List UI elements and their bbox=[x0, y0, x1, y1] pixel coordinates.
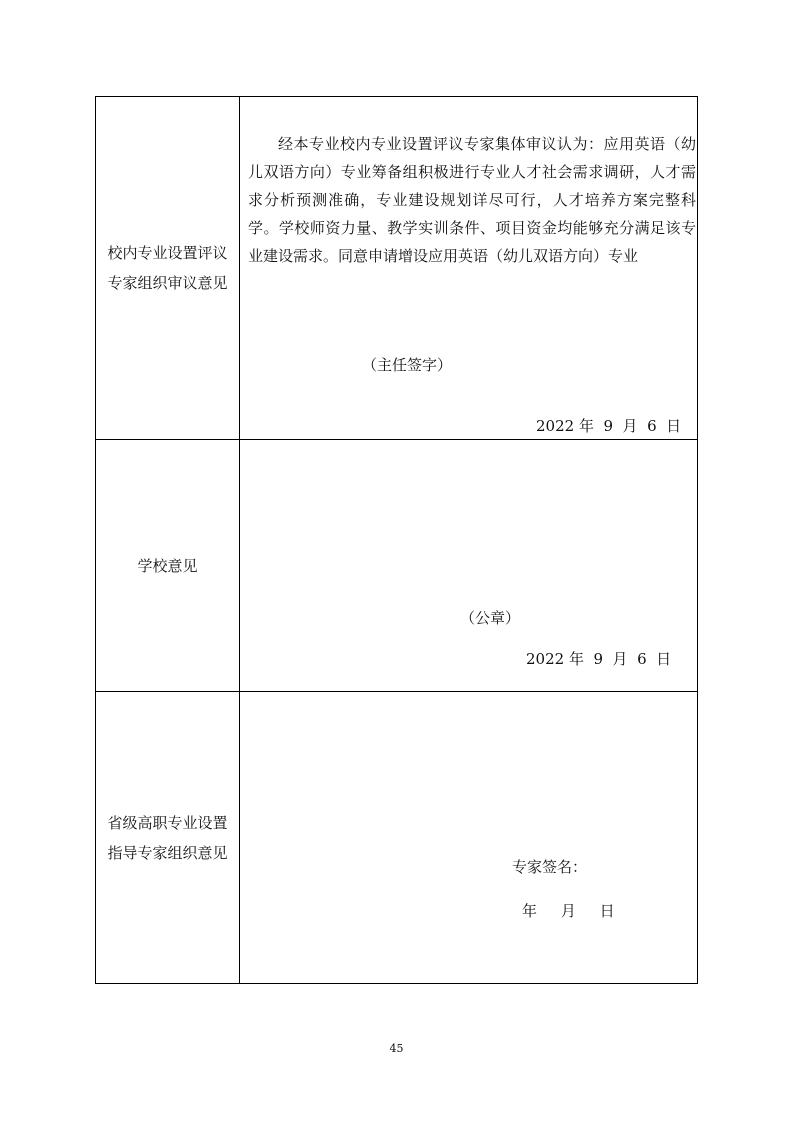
row-label-cell bbox=[96, 440, 239, 691]
expert-review-date: 2022 年 9 月 6 日 bbox=[536, 417, 682, 435]
opinion-cell-school-opinion bbox=[240, 440, 697, 691]
opinion-cell-school-expert-review bbox=[240, 97, 697, 439]
table-row-school-opinion bbox=[96, 440, 697, 692]
expert-signature-label: 专家签名： bbox=[512, 858, 588, 876]
approval-table bbox=[95, 96, 698, 984]
page-number: 45 bbox=[389, 1042, 404, 1055]
table-row-provincial-expert-opinion bbox=[96, 692, 697, 984]
director-signature-label: （主任签字） bbox=[362, 356, 453, 374]
official-seal-label: （公章） bbox=[460, 609, 521, 627]
expert-review-opinion-text: 经本专业校内专业设置评议专家集体审议认为：应用英语（幼儿双语方向）专业筹备组积极进行专业人才社会需求调研，人才需求分析预测准确，专业建设规划详尽可行，人才培养方案完整科学。学校师资力量、教学实训条件、项目资金均能够充分满足该专业建设需求。同意申请增设应用英语（幼儿双语方向）专业 bbox=[248, 135, 696, 265]
row-label-school-opinion: 学校意见 bbox=[137, 556, 198, 575]
row-label-cell bbox=[96, 692, 239, 984]
table-row-school-expert-review bbox=[96, 97, 697, 440]
row-label-cell bbox=[96, 97, 239, 439]
school-opinion-date: 2022 年 9 月 6 日 bbox=[526, 650, 672, 668]
opinion-cell-provincial-expert-opinion bbox=[240, 692, 697, 984]
row-label-school-expert-review: 校内专业设置评议专家组织审议意见 bbox=[107, 244, 228, 292]
provincial-expert-date: 年 月 日 bbox=[522, 902, 615, 920]
row-label-provincial-expert-opinion: 省级高职专业设置指导专家组织意见 bbox=[107, 814, 228, 862]
